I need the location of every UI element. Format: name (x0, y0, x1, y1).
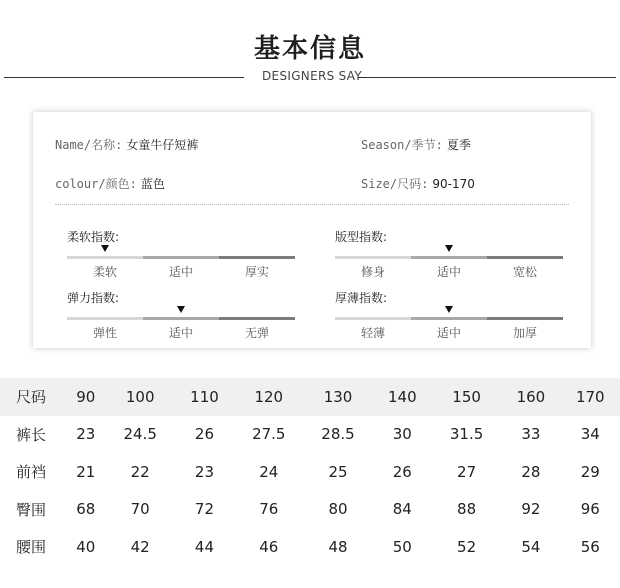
scale-segment (67, 256, 143, 259)
scale-bar (335, 256, 563, 259)
name-key: Name/名称: (55, 138, 123, 152)
scale-option: 适中 (168, 326, 193, 340)
table-cell: 76 (259, 500, 279, 519)
scale-segment (411, 256, 487, 259)
scale-segment (411, 317, 487, 320)
table-cell: 24 (259, 462, 279, 481)
subtitle-row (4, 68, 616, 88)
table-cell: 56 (580, 537, 600, 556)
scale-options (335, 263, 563, 280)
subtitle: DESIGNERS SAY (262, 69, 362, 83)
table-cell: 48 (328, 537, 348, 556)
size-table (0, 378, 620, 566)
table-cell: 110 (175, 378, 234, 416)
table-cell: 33 (521, 425, 541, 444)
table-cell: 44 (194, 537, 215, 556)
table-cell: 23 (76, 425, 96, 444)
colour-key: colour/颜色: (55, 177, 137, 191)
info-colour (55, 175, 165, 192)
table-cell: 90 (66, 378, 106, 416)
divider-right (358, 77, 616, 78)
table-cell: 40 (76, 537, 96, 556)
scale-label: 版型指数: (335, 230, 388, 244)
table-cell: 50 (392, 537, 412, 556)
table-cell: 120 (234, 378, 303, 416)
scale-segment (219, 256, 295, 259)
scale-bar (67, 317, 295, 320)
table-header-row (0, 378, 620, 416)
table-cell: 54 (521, 537, 541, 556)
scale-option: 修身 (360, 265, 385, 279)
table-row (0, 453, 620, 491)
table-cell: 21 (76, 462, 96, 481)
scale-option: 宽松 (512, 265, 537, 279)
scale-marker-icon (445, 306, 453, 313)
scale-option: 适中 (436, 265, 461, 279)
table-row (0, 528, 620, 566)
scale-segment (67, 317, 143, 320)
row-label: 臀围 (16, 500, 47, 519)
table-cell: 26 (194, 425, 215, 444)
table-row (0, 416, 620, 454)
table-cell: 34 (580, 425, 600, 444)
scale-options (335, 324, 563, 341)
scale-bar (335, 317, 563, 320)
scale-options (67, 324, 295, 341)
scale-label: 厚薄指数: (335, 291, 388, 305)
scale-label: 柔软指数: (67, 230, 120, 244)
scale-segment (487, 256, 563, 259)
scale-option: 无弹 (244, 326, 269, 340)
table-cell: 150 (432, 378, 501, 416)
scale-segment (143, 317, 219, 320)
colour-value: 蓝色 (140, 177, 165, 191)
scale-label: 弹力指数: (67, 291, 120, 305)
scale-option: 适中 (436, 326, 461, 340)
season-key: Season/季节: (361, 138, 443, 152)
divider-left (4, 77, 244, 78)
table-cell: 140 (373, 378, 432, 416)
row-label: 腰围 (16, 538, 47, 557)
table-cell: 27 (457, 462, 477, 481)
table-cell: 22 (130, 462, 150, 481)
table-cell: 24.5 (123, 425, 157, 444)
table-cell: 88 (457, 500, 477, 519)
table-cell: 84 (392, 500, 412, 519)
table-cell: 130 (303, 378, 372, 416)
scale-option: 柔软 (92, 265, 117, 279)
scale-marker-icon (101, 245, 109, 252)
table-cell: 28 (521, 462, 541, 481)
table-cell: 28.5 (321, 425, 355, 444)
size-value: 90-170 (432, 177, 475, 191)
table-cell: 42 (130, 537, 150, 556)
info-name (55, 136, 198, 153)
scale-segment (335, 256, 411, 259)
table-cell: 52 (457, 537, 477, 556)
scale-segment (219, 317, 295, 320)
table-cell: 30 (392, 425, 412, 444)
info-season (361, 136, 471, 153)
scale-option: 弹性 (92, 326, 117, 340)
page-title: 基本信息 (253, 34, 366, 64)
table-cell: 31.5 (449, 425, 484, 444)
row-label: 尺码 (0, 378, 66, 416)
table-row (0, 491, 620, 529)
table-cell: 70 (130, 500, 150, 519)
size-key: Size/尺码: (361, 177, 429, 191)
scale-bar (67, 256, 295, 259)
table-cell: 92 (521, 500, 541, 519)
table-cell: 80 (328, 500, 348, 519)
table-cell: 96 (580, 500, 600, 519)
season-value: 夏季 (446, 138, 471, 152)
scale-options (67, 263, 295, 280)
scale-segment (487, 317, 563, 320)
row-label: 前裆 (16, 463, 47, 482)
scale-option: 厚实 (244, 265, 269, 279)
name-value: 女童牛仔短裤 (126, 138, 199, 152)
scale-option: 轻薄 (360, 326, 385, 340)
table-cell: 100 (106, 378, 175, 416)
table-cell: 23 (194, 462, 215, 481)
scale-marker-icon (445, 245, 453, 252)
row-label: 裤长 (16, 425, 47, 444)
scale-marker-icon (177, 306, 185, 313)
scale-option: 加厚 (512, 326, 537, 340)
info-card (33, 112, 591, 348)
scale-segment (143, 256, 219, 259)
table-cell: 26 (392, 462, 412, 481)
table-cell: 72 (194, 500, 215, 519)
table-cell: 46 (259, 537, 279, 556)
table-cell: 27.5 (252, 425, 286, 444)
dotted-divider (55, 204, 569, 205)
table-cell: 25 (328, 462, 348, 481)
table-cell: 29 (580, 462, 600, 481)
scale-option: 适中 (168, 265, 193, 279)
table-cell: 68 (76, 500, 96, 519)
table-cell: 160 (501, 378, 560, 416)
table-cell: 170 (561, 378, 620, 416)
info-size (361, 175, 475, 192)
scale-segment (335, 317, 411, 320)
